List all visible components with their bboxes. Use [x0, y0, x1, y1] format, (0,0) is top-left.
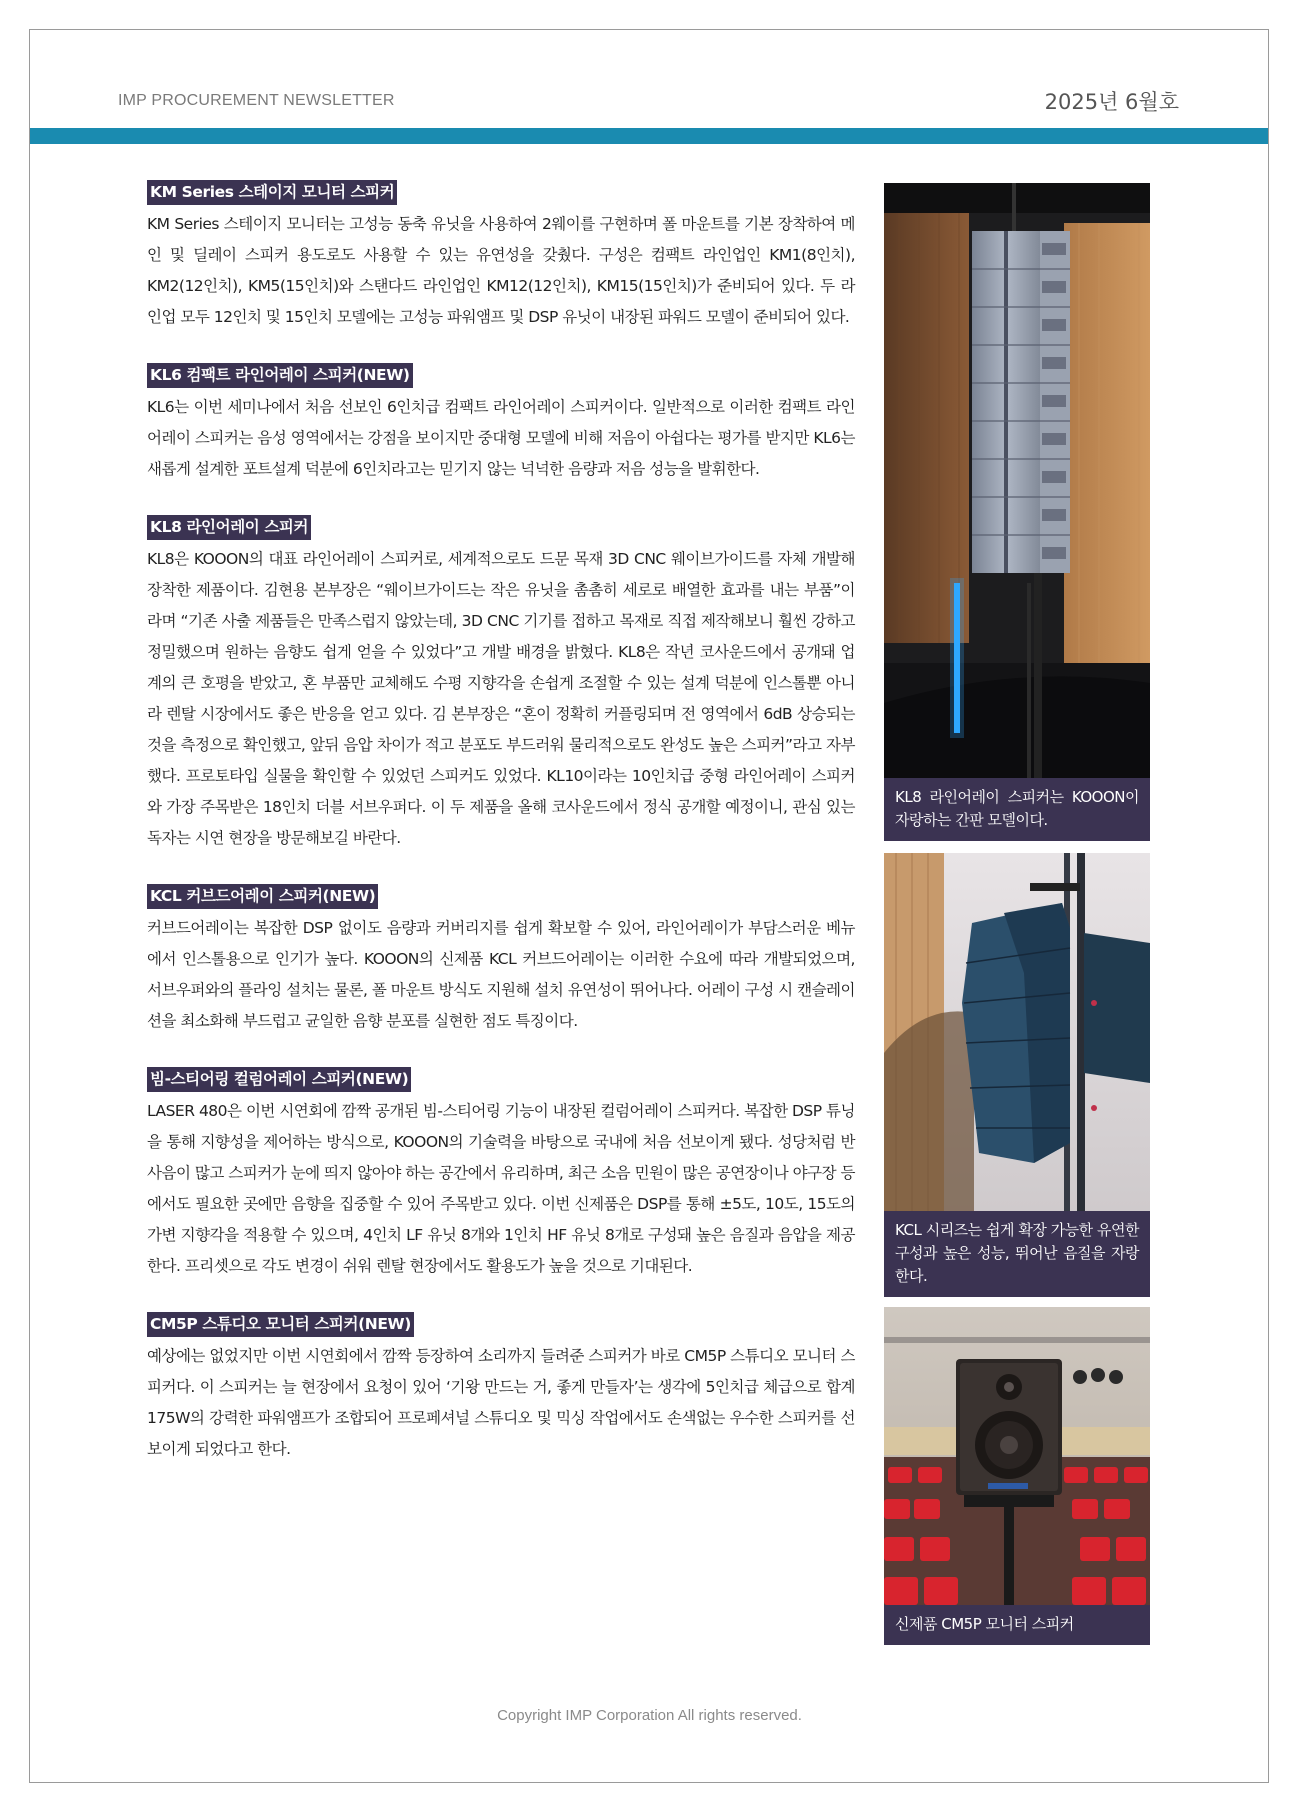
section-title: KCL 커브드어레이 스피커(NEW)	[147, 884, 378, 909]
figure-caption: 신제품 CM5P 모니터 스피커	[884, 1605, 1150, 1645]
section-text: LASER 480은 이번 시연회에 깜짝 공개된 빔-스티어링 기능이 내장된 컬럼어레이 스피커다. 복잡한 DSP 튜닝을 통해 지향성을 제어하는 방식으로, KOOON의 기술력을 바탕으로 국내에 처음 선보이게 됐다. 성당처럼 반사음이 많고 스피커가 눈에 띄지 않아야 하는 공간에서 유리하며, 최근 소음 민원이 많은 공연장이나 야구장 등에서도 필요한 곳에만 음향을 집중할 수 있어 주목받고 있다. 이번 신제품은 DSP를 통해 ±5도, 10도, 15도의 가변 지향각을 적용할 수 있으며, 4인치 LF 유닛 8개와 1인치 HF 유닛 8개로 구성돼 높은 음질과 음압을 제공한다. 프리셋으로 각도 변경이 쉬워 렌탈 현장에서도 활용도가 높을 것으로 기대된다.	[147, 1102, 855, 1275]
section-cm5p	[147, 1312, 855, 1465]
section-km-series	[147, 180, 855, 333]
section-kcl	[147, 884, 855, 1037]
section-text: KM Series 스테이지 모니터는 고성능 동축 유닛을 사용하여 2웨이를 구현하며 폴 마운트를 기본 장착하여 메인 및 딜레이 스피커 용도로도 사용할 수 있는 유연성을 갖췄다. 구성은 컴팩트 라인업인 KM1(8인치), KM2(12인치), KM5(15인치)와 스탠다드 라인업인 KM12(12인치), KM15(15인치)가 준비되어 있다. 두 라인업 모두 12인치 및 15인치 모델에는 고성능 파워앰프 및 DSP 유닛이 내장된 파워드 모델이 준비되어 있다.	[147, 215, 855, 326]
section-kl8	[147, 515, 855, 854]
sidebar-figure-kl8	[884, 183, 1150, 841]
section-kl6	[147, 363, 855, 485]
section-text: 커브드어레이는 복잡한 DSP 없이도 음량과 커버리지를 쉽게 확보할 수 있어, 라인어레이가 부담스러운 베뉴에서 인스톨용으로 인기가 높다. KOOON의 신제품 KCL 커브드어레이는 이러한 수요에 따라 개발되었으며, 서브우퍼와의 플라잉 설치는 물론, 폴 마운트 방식도 지원해 설치 유연성이 뛰어나다. 어레이 구성 시 캔슬레이션을 최소화해 부드럽고 균일한 음향 분포를 실현한 점도 특징이다.	[147, 919, 855, 1030]
section-title: CM5P 스튜디오 모니터 스피커(NEW)	[147, 1312, 414, 1337]
figure-caption: KCL 시리즈는 쉽게 확장 가능한 유연한 구성과 높은 성능, 뛰어난 음질을 자랑한다.	[884, 1211, 1150, 1297]
kcl-curved-array-photo	[884, 853, 1150, 1211]
copyright-notice: Copyright IMP Corporation All rights reserved.	[497, 1707, 802, 1724]
section-title: 빔-스티어링 컬럼어레이 스피커(NEW)	[147, 1067, 411, 1092]
figure-caption: KL8 라인어레이 스피커는 KOOON이 자랑하는 간판 모델이다.	[884, 778, 1150, 841]
section-title: KL8 라인어레이 스피커	[147, 515, 311, 540]
section-text: 예상에는 없었지만 이번 시연회에서 깜짝 등장하여 소리까지 들려준 스피커가 바로 CM5P 스튜디오 모니터 스피커다. 이 스피커는 늘 현장에서 요청이 있어 ‘기왕 만드는 거, 좋게 만들자’는 생각에 5인치급 체급으로 합계 175W의 강력한 파워앰프가 조합되어 프로페셔널 스튜디오 및 믹싱 작업에서도 손색없는 우수한 스피커를 선보이게 되었다고 한다.	[147, 1347, 855, 1458]
sidebar-figure-cm5p	[884, 1307, 1150, 1645]
newsletter-name: IMP PROCUREMENT NEWSLETTER	[118, 92, 395, 109]
kl8-line-array-photo	[884, 183, 1150, 778]
section-text: KL6는 이번 세미나에서 처음 선보인 6인치급 컴팩트 라인어레이 스피커이다. 일반적으로 이러한 컴팩트 라인어레이 스피커는 음성 영역에서는 강점을 보이지만 중대형 모델에 비해 저음이 아쉽다는 평가를 받지만 KL6는 새롭게 설계한 포트설계 덕분에 6인치라고는 믿기지 않는 넉넉한 음량과 저음 성능을 발휘한다.	[147, 398, 855, 478]
section-title: KL6 컴팩트 라인어레이 스피커(NEW)	[147, 363, 413, 388]
issue-date: 2025년 6월호	[1044, 90, 1179, 114]
article-body	[147, 180, 855, 1495]
section-beam-steering	[147, 1067, 855, 1282]
section-text: KL8은 KOOON의 대표 라인어레이 스피커로, 세계적으로도 드문 목재 3D CNC 웨이브가이드를 자체 개발해 장착한 제품이다. 김현용 본부장은 “웨이브가이드는 작은 유닛을 촘촘히 세로로 배열한 효과를 내는 부품”이라며 “기존 사출 제품들은 만족스럽지 않았는데, 3D CNC 기기를 접하고 목재로 직접 제작해보니 훨씬 강하고 정밀했으며 원하는 음향도 쉽게 얻을 수 있었다”고 개발 배경을 밝혔다. KL8은 작년 코사운드에서 공개돼 업계의 큰 호평을 받았고, 혼 부품만 교체해도 수평 지향각을 손쉽게 조절할 수 있는 설계 덕분에 인스톨뿐 아니라 렌탈 시장에서도 좋은 반응을 얻고 있다. 김 본부장은 “혼이 정확히 커플링되며 전 영역에서 6dB 상승되는 것을 측정으로 확인했고, 앞뒤 음압 차이가 적고 분포도 부드러워 물리적으로도 완성도 높은 스피커”라고 자부했다. 프로토타입 실물을 확인할 수 있었던 스피커도 있었다. KL10이라는 10인치급 중형 라인어레이 스피커와 가장 주목받은 18인치 더블 서브우퍼다. 이 두 제품을 올해 코사운드에서 정식 공개할 예정이니, 관심 있는 독자는 시연 현장을 방문해보길 바란다.	[147, 550, 855, 847]
sidebar-figure-kcl	[884, 853, 1150, 1297]
header-accent-bar	[30, 128, 1268, 144]
cm5p-studio-monitor-photo	[884, 1307, 1150, 1605]
section-title: KM Series 스테이지 모니터 스피커	[147, 180, 397, 205]
